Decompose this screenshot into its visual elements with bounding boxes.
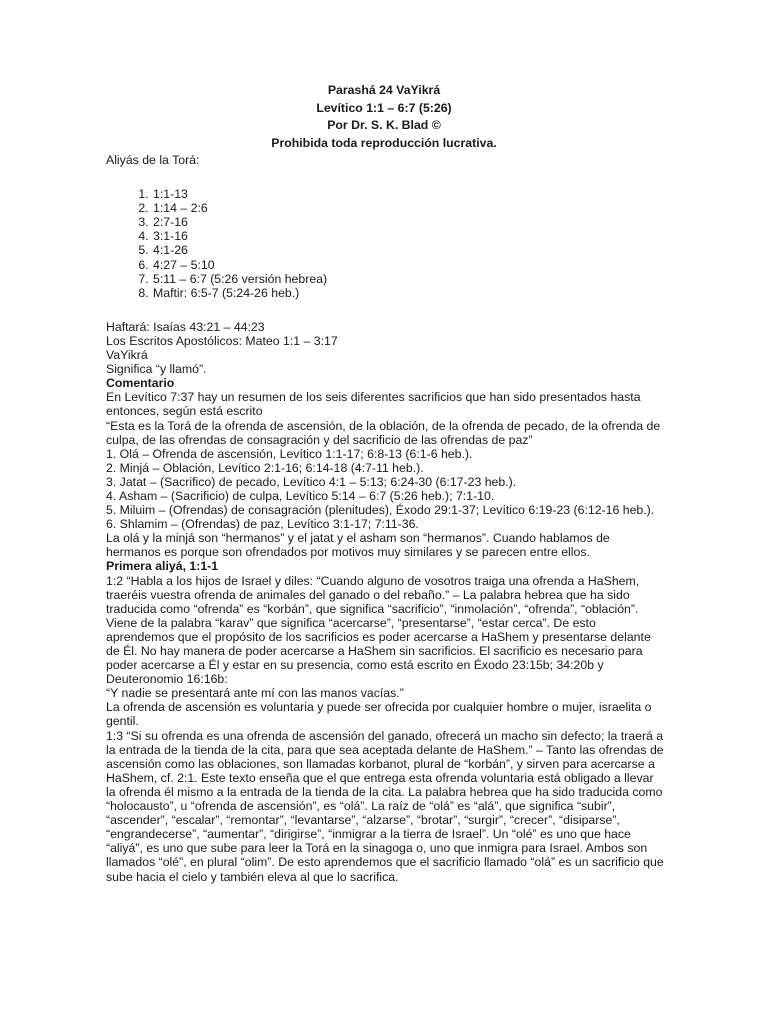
aliyas-label: Aliyás de la Torá: — [106, 153, 200, 167]
comentario-heading: Comentario — [106, 376, 175, 391]
aliyot-list — [106, 187, 666, 300]
escritos-line: Los Escritos Apostólicos: Mateo 1:1 – 3:17 — [106, 333, 338, 348]
document-content — [106, 82, 666, 884]
paragraph-1-3: 1:3 “Si su ofrenda es una ofrenda de ascensión del ganado, ofrecerá un macho sin defecto; la traerá a la entrada de la tienda de la cita, para que sea aceptada delante de HaShem.” – Tanto las ofrendas de ascensión como las oblaciones, son llamadas korbanot, plural de “korbán”, y sirven para acercarse a HaShem, cf. 2:1. Este texto enseña que el que entrega esta ofrenda voluntaria está obligado a llevar la ofrenda él mismo a la entrada de la tienda de la cita. La palabra hebrea que ha sido traducida como “holocausto”, u “ofrenda de ascensión”, es “olá”. La raíz de “olá” es “alá”, que significa “subir”, “ascender”, “escalar”, “remontar”, “levantarse”, “alzarse”, “brotar”, “surgir”, “crecer”, “disiparse”, “engrandecerse”, “aumentar”, “dirigirse”, “inmigrar a la tierra de Israel”. Un “olé” es uno que hace “aliyá”, es uno que sube para leer la Torá en la sinagoga o, uno que inmigra para Israel. Ambos son llamados “olé”, en plural “olim”. De esto aprendemos que el sacrificio llamado “olá” es un sacrificio que sube hacia el cielo y también eleva al que lo sacrifica. — [106, 728, 664, 884]
list-item: 8. Maftir: 6:5-7 (5:24-26 heb.) — [152, 286, 666, 300]
list-item: 4. 3:1-16 — [152, 229, 666, 243]
voluntaria-paragraph: La ofrenda de ascensión es voluntaria y puede ser ofrecida por cualquier hombre o mujer, israelita o gentil. — [106, 700, 652, 729]
list-item: 5. 4:1-26 — [152, 243, 666, 257]
significa-line: Significa “y llamó”. — [106, 362, 207, 377]
hermanos-paragraph: La olá y la minjá son “hermanos” y el jatat y el asham son “hermanos”. Cuando hablamos de hermanos es porque son ofrendados por motivos muy similares y se parecen entre ellos. — [106, 531, 610, 560]
list-item: 3. Jatat – (Sacrifico) de pecado, Levítico 4:1 – 5:13; 6:24-30 (6:17-23 heb.). — [106, 474, 517, 489]
comentario-intro: En Levítico 7:37 hay un resumen de los seis diferentes sacrificios que han sido presentados hasta entonces, según está escrito — [106, 390, 641, 419]
title-author: Por Dr. S. K. Blad © — [327, 118, 441, 132]
list-item: 2. 1:14 – 2:6 — [152, 201, 666, 215]
list-item: 2. Minjá – Oblación, Levítico 2:1-16; 6:14-18 (4:7-11 heb.). — [106, 460, 424, 475]
paragraph-1-2: 1:2 “Habla a los hijos de Israel y diles: “Cuando alguno de vosotros traiga una ofrenda a HaShem, traeréis vuestra ofrenda de animales del ganado o del rebaño.” – La palabra hebrea que ha sido traducida como “ofrenda” es “korbán”, que significa “sacrificio”, “inmolación”, “ofrenda”, “oblación”. Viene de la palabra “karav” que significa “acercarse”, “presentarse”, “estar cerca”. De esto aprendemos que el propósito de los sacrificios es poder acercarse a HaShem y presentarse delante de Él. No hay manera de poder acercarse a HaShem sin sacrificios. El sacrificio es necesario para poder acercarse a Él y estar en su presencia, como está escrito en Éxodo 23:15b; 34:20b y Deuteronomio 16:16b: — [106, 573, 651, 687]
title-parasha: Parashá 24 VaYikrá — [327, 83, 441, 97]
list-item: 5. Miluim – (Ofrendas) de consagración (plenitudes), Éxodo 29:1-37; Levítico 6:19-23 (6:12-16 heb.). — [106, 503, 655, 518]
list-item: 6. Shlamim – (Ofrendas) de paz, Levítico 3:1-17; 7:11-36. — [106, 517, 419, 532]
quote-levitico-7-37: “Esta es la Torá de la ofrenda de ascensión, de la oblación, de la ofrenda de pecado, de la ofrenda de culpa, de las ofrendas de consagración y del sacrificio de las ofrendas de paz” — [106, 418, 661, 447]
vayikra-line: VaYikrá — [106, 348, 148, 363]
list-item: 4. Asham – (Sacrificio) de culpa, Levítico 5:14 – 6:7 (5:26 heb.); 7:1-10. — [106, 488, 495, 503]
haftara-line: Haftará: Isaías 43:21 – 44:23 — [106, 319, 265, 334]
quote-manos-vacias: “Y nadie se presentará ante mí con las manos vacías.” — [106, 686, 404, 701]
list-item: 3. 2:7-16 — [152, 215, 666, 229]
title-copyright-notice: Prohibida toda reproducción lucrativa. — [271, 135, 497, 150]
list-item: 1. 1:1-13 — [152, 187, 666, 201]
document-header — [106, 82, 662, 152]
list-item: 7. 5:11 – 6:7 (5:26 versión hebrea) — [152, 272, 666, 286]
primera-aliya-heading: Primera aliyá, 1:1-1 — [106, 559, 219, 574]
title-reference: Levítico 1:1 – 6:7 (5:26) — [316, 100, 452, 115]
list-item: 1. Olá – Ofrenda de ascensión, Levítico 1:1-17; 6:8-13 (6:1-6 heb.). — [106, 446, 473, 461]
sacrificios-list — [106, 447, 666, 532]
list-item: 6. 4:27 – 5:10 — [152, 258, 666, 272]
